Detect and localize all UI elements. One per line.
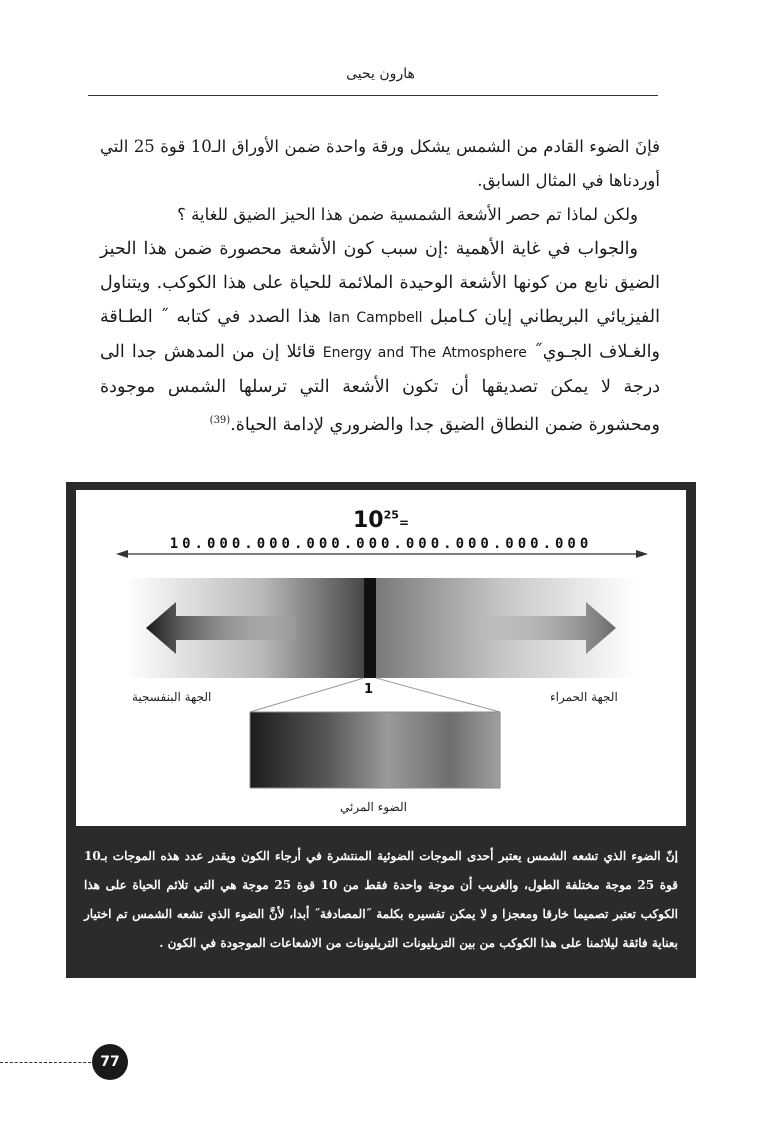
red-side-label: الجهة الحمراء	[550, 690, 618, 704]
figure-caption: إنّ الضوء الذي تشعه الشمس يعتبر أحدى الموجات الضوئية المنتشرة في أرجاء الكون ويقدر عدد هذه الموجات بـ10 قوة 25 موجة مختلفة الطول، والغريب أن موجة واحدة فقط من 10 قوة 25 موجة هي التي تلائم الحياة على هذا الكوكب تعتبر تصميما خارقا ومعجزا و لا يمكن تفسيره بكلمة ˝المصادفة˝ أبدا، لأنَّ الضوء الذي تشعه الشمس تم اختيار بعناية فائقة ليلائمنا على هذا الكوكب من بين التريليونات التريليونات من الاشعاعات الموجودة في الكون .	[84, 849, 679, 950]
power-base: 10	[353, 508, 384, 533]
latin-name: Ian Campbell	[328, 310, 423, 326]
paragraph-3	[100, 232, 660, 442]
page-number-badge: 77	[92, 1044, 128, 1080]
running-header: هارون يحيى	[346, 66, 415, 82]
big-number: 10.000.000.000.000.000.000.000.000	[169, 536, 593, 552]
visible-light-label: الضوء المرئي	[340, 800, 407, 814]
citation-number: (39)	[209, 415, 231, 426]
one-label: 1	[364, 682, 374, 697]
zoom-line-left	[250, 678, 364, 712]
latin-book-title: Energy and The Atmosphere	[322, 345, 527, 361]
paragraph-3-part-c: قائلا إن من المدهش جدا الى درجة لا يمكن تصديقها أن تكون الأشعة التي ترسلها الشمس موجودة ومحشورة ضمن النطاق الضيق جدا والضروري لإدامة الحياة.	[100, 342, 660, 435]
paragraph-2: ولكن لماذا تم حصر الأشعة الشمسية ضمن هذا الحيز الضيق للغاية ؟	[177, 205, 638, 224]
visible-slit	[364, 578, 376, 678]
zoom-line-right	[376, 678, 500, 712]
spectrum-figure	[66, 482, 696, 978]
footer-dashed-line	[0, 1062, 96, 1063]
power-exponent: 25	[383, 508, 399, 522]
paragraph-1: فإنَ الضوء القادم من الشمس يشكل ورقة واحدة ضمن الأوراق الـ10 قوة 25 التي أوردناها في المثال السابق.	[100, 137, 661, 190]
body-text	[100, 130, 660, 442]
violet-side-label: الجهة البنفسجية	[132, 690, 212, 704]
paragraph-3-part-b: هذا الصدد في كتابه ˝ الطـاقة والغـلاف الجـوي˝	[100, 307, 660, 362]
paragraph-3-part-a: والجواب في غاية الأهمية :إن سبب كون الأشعة محصورة ضمن هذا الحيز الضيق نابع من كونها الأشعة الوحيدة الملائمة للحياة على هذا الكوكب. ويتناول الفيزيائي البريطاني إيان كـامبل	[100, 239, 660, 327]
visible-light-box	[250, 712, 500, 788]
figure-canvas	[76, 490, 686, 826]
header-rule	[88, 95, 658, 96]
power-equals: =	[398, 516, 409, 530]
power-of-ten	[76, 508, 686, 533]
